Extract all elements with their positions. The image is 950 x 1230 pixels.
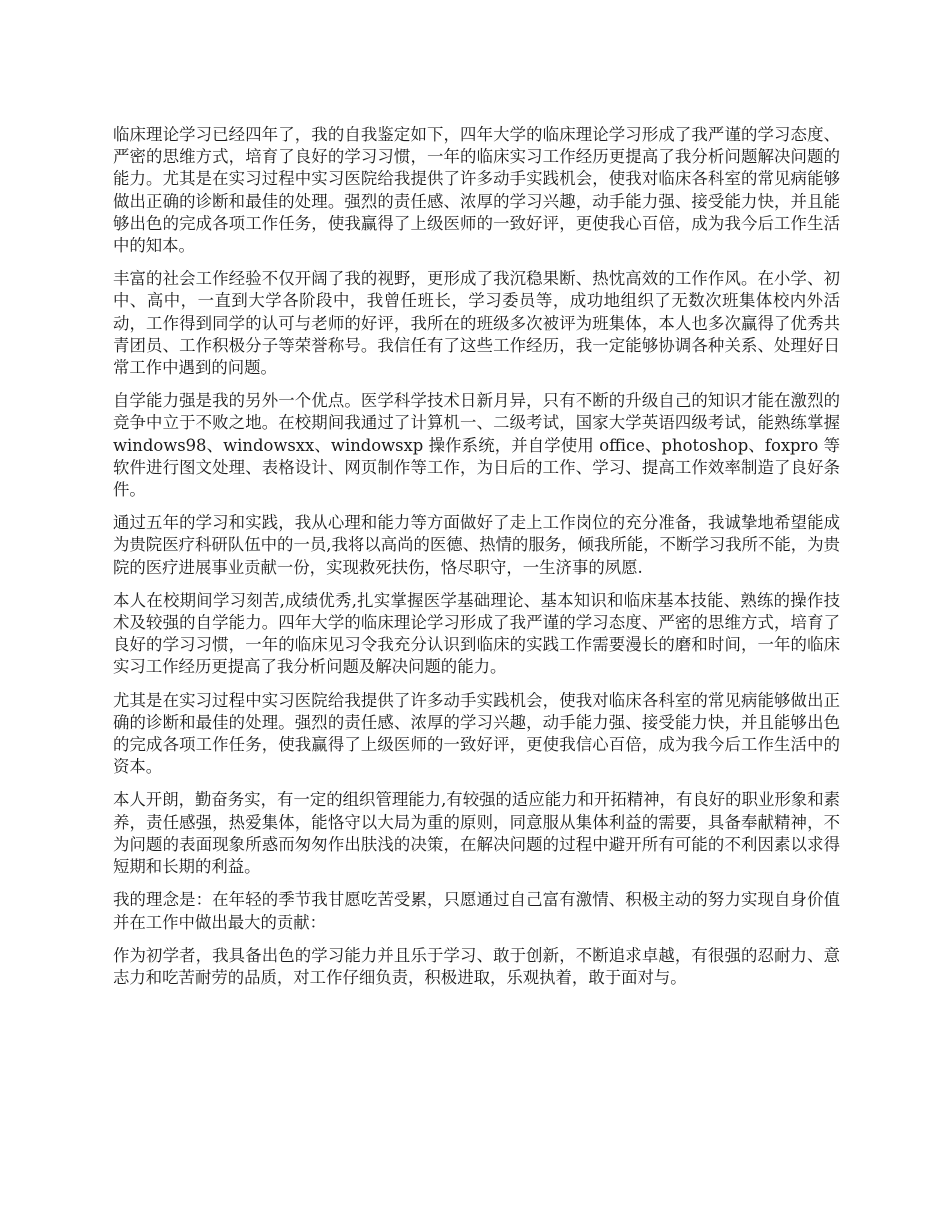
paragraph-7: 本人开朗，勤奋务实，有一定的组织管理能力,有较强的适应能力和开拓精神，有良好的职业形象和素养，责任感强，热爱集体，能恪守以大局为重的原则，同意服从集体利益的需要，具备奉献精神，不为问题的表面现象所惑而匆匆作出肤浅的决策，在解决问题的过程中避开所有可能的不利因素以求得短期和长期的利益。 — [113, 790, 840, 877]
paragraph-3: 自学能力强是我的另外一个优点。医学科学技术日新月异，只有不断的升级自己的知识才能在激烈的竞争中立于不败之地。在校期间我通过了计算机一、二级考试，国家大学英语四级考试，能熟练掌握 windows98、windowsxx、windowsxp 操作系统，并自学使用 office、photoshop、foxpro 等软件进行图文处理、表格设计、网页制作等工作，为日后的工作、学习、提高工作效率制造了良好条件。 — [113, 391, 840, 500]
document-body — [113, 124, 840, 1000]
paragraph-5: 本人在校期间学习刻苦,成绩优秀,扎实掌握医学基础理论、基本知识和临床基本技能、熟练的操作技术及较强的自学能力。四年大学的临床理论学习形成了我严谨的学习态度、严密的思维方式，培育了良好的学习习惯，一年的临床见习令我充分认识到临床的实践工作需要漫长的磨和时间，一年的临床实习工作经历更提高了我分析问题及解决问题的能力。 — [113, 590, 840, 677]
paragraph-9: 作为初学者，我具备出色的学习能力并且乐于学习、敢于创新，不断追求卓越，有很强的忍耐力、意志力和吃苦耐劳的品质，对工作仔细负责，积极进取，乐观执着，敢于面对与。 — [113, 945, 840, 987]
paragraph-1: 临床理论学习已经四年了，我的自我鉴定如下，四年大学的临床理论学习形成了我严谨的学习态度、严密的思维方式，培育了良好的学习习惯，一年的临床实习工作经历更提高了我分析问题解决问题的能力。尤其是在实习过程中实习医院给我提供了许多动手实践机会，使我对临床各科室的常见病能够做出正确的诊断和最佳的处理。强烈的责任感、浓厚的学习兴趣，动手能力强、接受能力快，并且能够出色的完成各项工作任务，使我赢得了上级医师的一致好评，更使我心百倍，成为我今后工作生活中的知本。 — [113, 125, 840, 256]
paragraph-2: 丰富的社会工作经验不仅开阔了我的视野，更形成了我沉稳果断、热忱高效的工作作风。在小学、初中、高中，一直到大学各阶段中，我曾任班长，学习委员等，成功地组织了无数次班集体校内外活动，工作得到同学的认可与老师的好评，我所在的班级多次被评为班集体，本人也多次赢得了优秀共青团员、工作积极分子等荣誉称号。我信任有了这些工作经历，我一定能够协调各种关系、处理好日常工作中遇到的问题。 — [113, 269, 840, 378]
paragraph-4: 通过五年的学习和实践，我从心理和能力等方面做好了走上工作岗位的充分准备，我诚挚地希望能成为贵院医疗科研队伍中的一员,我将以高尚的医德、热情的服务，倾我所能，不断学习我所不能，为贵院的医疗进展事业贡献一份，实现救死扶伤，恪尽职守，一生济事的夙愿. — [113, 513, 840, 577]
paragraph-6: 尤其是在实习过程中实习医院给我提供了许多动手实践机会，使我对临床各科室的常见病能够做出正确的诊断和最佳的处理。强烈的责任感、浓厚的学习兴趣，动手能力强、接受能力快，并且能够出色的完成各项工作任务，使我赢得了上级医师的一致好评，更使我信心百倍，成为我今后工作生活中的资本。 — [113, 690, 840, 777]
paragraph-8: 我的理念是：在年轻的季节我甘愿吃苦受累，只愿通过自己富有激情、积极主动的努力实现自身价值并在工作中做出最大的贡献： — [113, 890, 840, 932]
